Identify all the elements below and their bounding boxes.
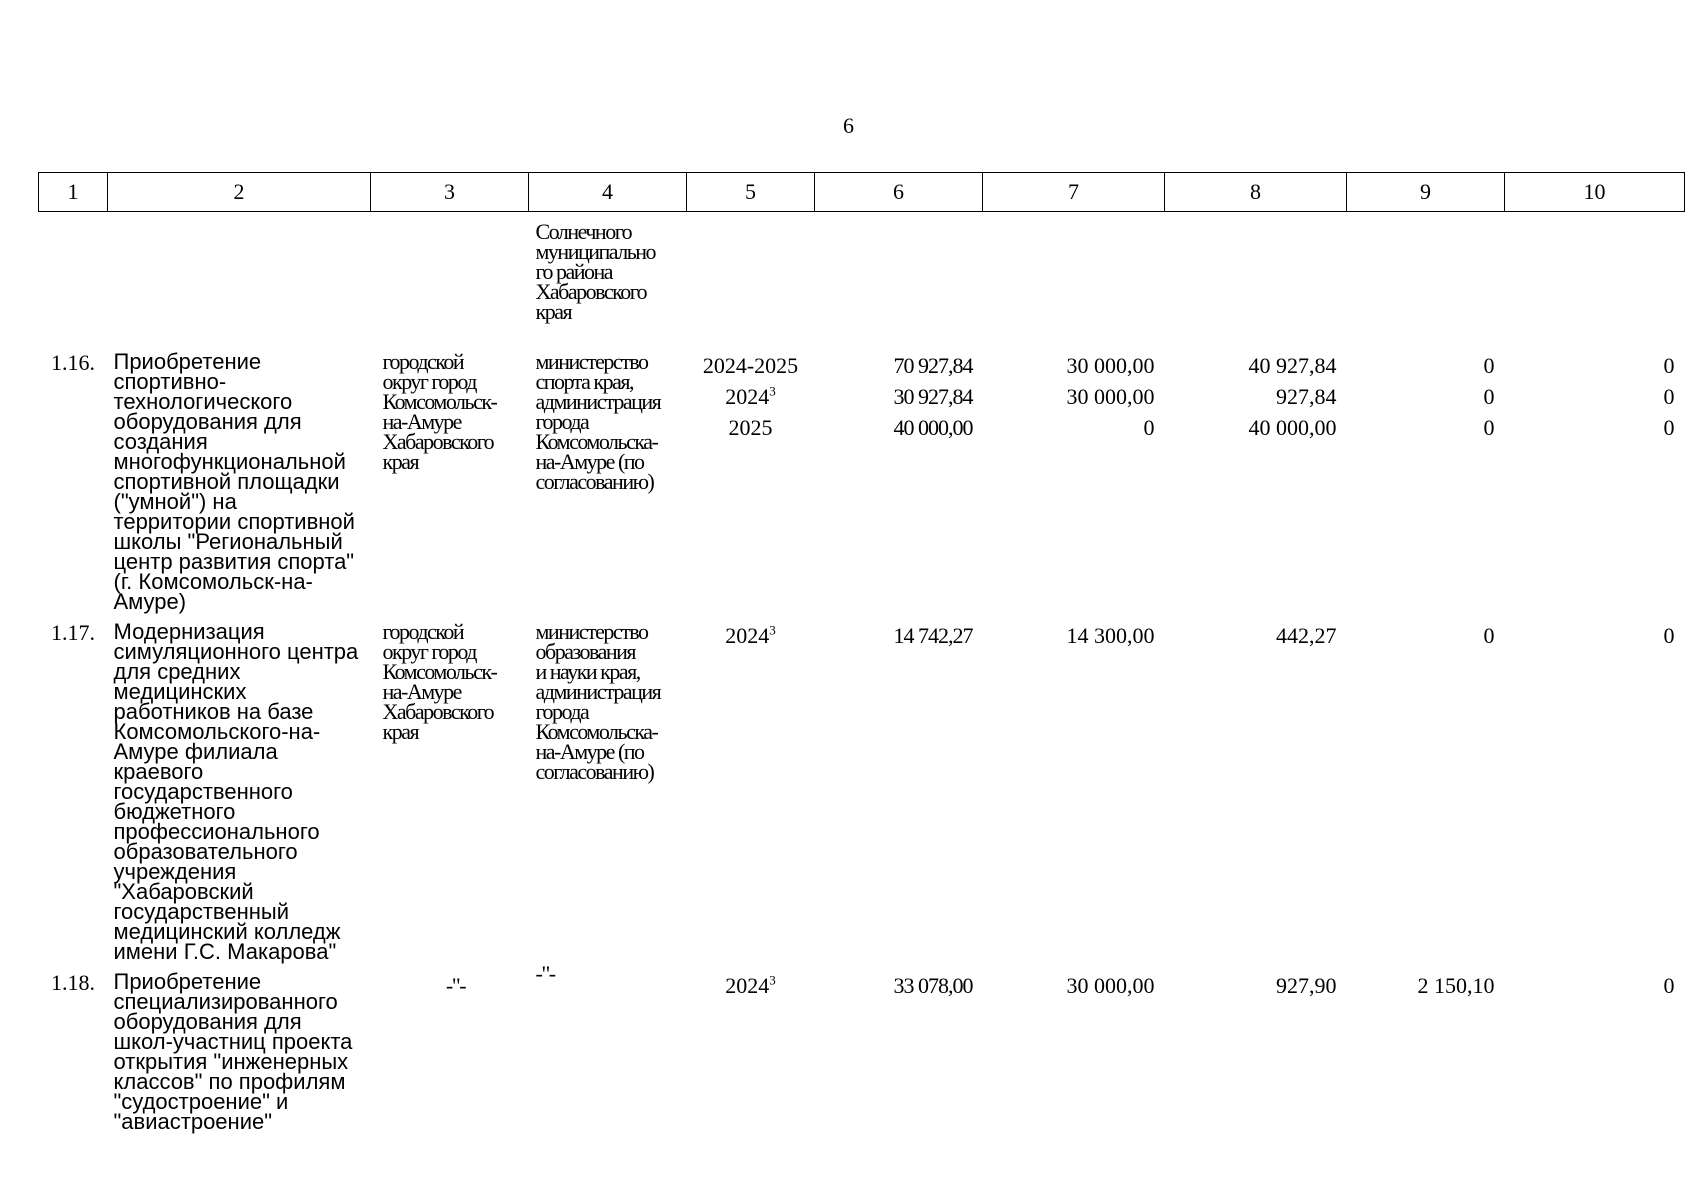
header-col-8: 8 [1165,173,1347,212]
executor-line: министерство [535,349,648,374]
total-amount-cell [815,612,983,962]
continuation-cell [39,212,108,343]
header-col-9: 9 [1347,173,1505,212]
executor-line: согласованию) [535,469,654,494]
header-col-7: 7 [983,173,1165,212]
table-row [39,342,1685,612]
municipal-amount: 0 [1483,623,1495,648]
other-amount-cell [1505,342,1685,612]
federal-amount: 0 [1143,415,1155,440]
federal-amount-cell [983,962,1165,1132]
years-cell [687,612,815,962]
executor-line: края [535,299,572,324]
executor-line: на-Амуре (по [535,449,644,474]
regional-amount-cell [1165,612,1347,962]
total-amount: 14 742,27 [893,623,973,648]
executor-line: Хабаровского [535,279,647,304]
municipal-amount: 0 [1483,384,1495,409]
row-number: 1.17. [51,620,95,645]
measure-name-line: для средних [113,659,241,684]
measure-name [108,962,371,1132]
continuation-cell [1505,212,1685,343]
table-row [39,612,1685,962]
executor-line: администрация [535,679,661,704]
other-amount-cell [1505,612,1685,962]
measure-name-line: профессионального [113,819,320,844]
federal-amount: 30 000,00 [1066,353,1155,378]
measure-name-line: работников на базе [113,699,314,724]
continuation-cell [1165,212,1347,343]
measure-name-line: образовательного [113,839,298,864]
measure-name [108,612,371,962]
measure-name-line: краевого [113,759,204,784]
location-line: Комсомольск- [382,659,497,684]
total-amount: 30 927,84 [893,384,973,409]
federal-amount: 14 300,00 [1066,623,1155,648]
other-amount-cell [1505,962,1685,1132]
continuation-cell [687,212,815,343]
header-col-5: 5 [687,173,815,212]
measure-name-line: государственного [113,779,293,804]
header-col-2: 2 [108,173,371,212]
municipal-amount: 0 [1483,353,1495,378]
measure-name-line: спортивной площадки [113,469,340,494]
header-col-3: 3 [371,173,529,212]
measure-name-line: создания [113,429,208,454]
location-line: городской [382,619,464,644]
footnote-mark: 3 [769,383,776,399]
years-cell [687,962,815,1132]
other-amount: 0 [1663,353,1675,378]
program-table [38,172,1685,1132]
table-row [39,962,1685,1132]
executor-cell [529,962,687,1132]
measure-name-line: медицинский колледж [113,919,341,944]
other-amount: 0 [1663,384,1675,409]
row-number: 1.18. [51,970,95,995]
row-number: 1.16. [51,350,95,375]
location-line: Комсомольск- [382,389,497,414]
header-col-10: 10 [1505,173,1685,212]
year-value: 2024$^3$ [725,972,776,998]
location-line: округ город [382,639,476,664]
continuation-cell [371,212,529,343]
year-value: 2024$^3$ [725,383,776,409]
measure-name-line: имени Г.С. Макарова" [113,939,337,964]
continuation-cell [1347,212,1505,343]
page-number: 6 [843,113,854,138]
continuation-cell [108,212,371,343]
executor-line: министерство [535,619,648,644]
total-amount-cell [815,962,983,1132]
municipal-amount-cell [1347,342,1505,612]
other-amount: 0 [1663,623,1675,648]
measure-name-line: учреждения [113,859,237,884]
total-amount: 33 078,00 [893,973,973,998]
measure-name-line: (г. Комсомольск-на- [113,569,313,594]
location-line: края [382,449,419,474]
executor-line: города [535,409,589,434]
executor-line: администрация [535,389,661,414]
measure-name-line: симуляционного центра [113,639,359,664]
measure-name-line: государственный [113,899,290,924]
measure-name-line: технологического [113,389,293,414]
measure-name-line: оборудования для [113,1009,302,1034]
measure-name-line: Амуре филиала [113,739,278,764]
regional-amount: 40 927,84 [1248,353,1337,378]
regional-amount: 442,27 [1276,623,1337,648]
total-amount-cell [815,342,983,612]
measure-name-line: ("умной") на [113,489,237,514]
measure-name-line: специализированного [113,989,338,1014]
location-line: городской [382,349,464,374]
executor-line: на-Амуре (по [535,739,644,764]
executor-cell [529,612,687,962]
municipal-amount: 0 [1483,415,1495,440]
measure-name-line: открытия "инженерных [113,1049,349,1074]
year-value: 2024$^3$ [725,622,776,648]
continuation-cell [983,212,1165,343]
executor-line: го района [535,259,613,284]
executor-line: спорта края, [535,369,633,394]
measure-name-line: Модернизация [113,619,265,644]
measure-name-line: классов" по профилям [113,1069,346,1094]
location-line: на-Амуре [382,679,461,704]
other-amount: 0 [1663,415,1675,440]
location-line: Хабаровского [382,699,494,724]
federal-amount: 30 000,00 [1066,384,1155,409]
executor-line: Солнечного [535,219,632,244]
measure-name [108,342,371,612]
header-col-4: 4 [529,173,687,212]
other-amount: 0 [1663,973,1675,998]
executor-line: Комсомольска- [535,429,658,454]
header-col-1: 1 [39,173,108,212]
measure-name-line: Амуре) [113,589,187,614]
measure-name-line: многофункциональной [113,449,346,474]
total-amount: 70 927,84 [893,353,973,378]
executor-line: и науки края, [535,659,640,684]
footnote-mark: 3 [769,622,776,638]
executor-line: образования [535,639,636,664]
location-line: Хабаровского [382,429,494,454]
header-row [39,173,1685,212]
federal-amount: 30 000,00 [1066,973,1155,998]
continuation-row [39,212,1685,343]
measure-name-line: центр развития спорта" [113,549,355,574]
regional-amount-cell [1165,962,1347,1132]
total-amount: 40 000,00 [893,415,973,440]
executor-line: города [535,699,589,724]
measure-name-line: территории спортивной [113,509,355,534]
measure-name-line: школ-участниц проекта [113,1029,353,1054]
municipal-amount: 2 150,10 [1417,973,1495,998]
location-cell [371,962,529,1132]
measure-name-line: оборудования для [113,409,302,434]
municipal-amount-cell [1347,612,1505,962]
years-cell [687,342,815,612]
federal-amount-cell [983,612,1165,962]
measure-name-line: школы "Региональный [113,529,343,554]
ditto-mark: -"- [535,961,555,986]
executor-line: согласованию) [535,759,654,784]
measure-name-line: Приобретение [113,349,262,374]
measure-name-line: "Хабаровский [113,879,254,904]
measure-name-line: Приобретение [113,969,262,994]
year-value: 2025 [728,415,773,440]
executor-cell [529,342,687,612]
executor-line: Комсомольска- [535,719,658,744]
municipal-amount-cell [1347,962,1505,1132]
year-value: 2024-2025 [702,353,799,378]
regional-amount: 927,84 [1276,384,1337,409]
footnote-mark: 3 [769,972,776,988]
location-line: округ город [382,369,476,394]
measure-name-line: Комсомольского-на- [113,719,321,744]
regional-amount: 927,90 [1276,973,1337,998]
regional-amount: 40 000,00 [1248,415,1337,440]
measure-name-line: спортивно- [113,369,227,394]
location-cell [371,342,529,612]
measure-name-line: "авиастроение" [113,1109,273,1134]
continuation-cell [815,212,983,343]
location-line: края [382,719,419,744]
location-line: на-Амуре [382,409,461,434]
measure-name-line: "судостроение" и [113,1089,289,1114]
federal-amount-cell [983,342,1165,612]
header-col-6: 6 [815,173,983,212]
measure-name-line: бюджетного [113,799,236,824]
location-cell [371,612,529,962]
executor-line: муниципально [535,239,656,264]
continuation-cell [529,212,687,343]
measure-name-line: медицинских [113,679,247,704]
ditto-mark: -"- [445,973,466,998]
regional-amount-cell [1165,342,1347,612]
